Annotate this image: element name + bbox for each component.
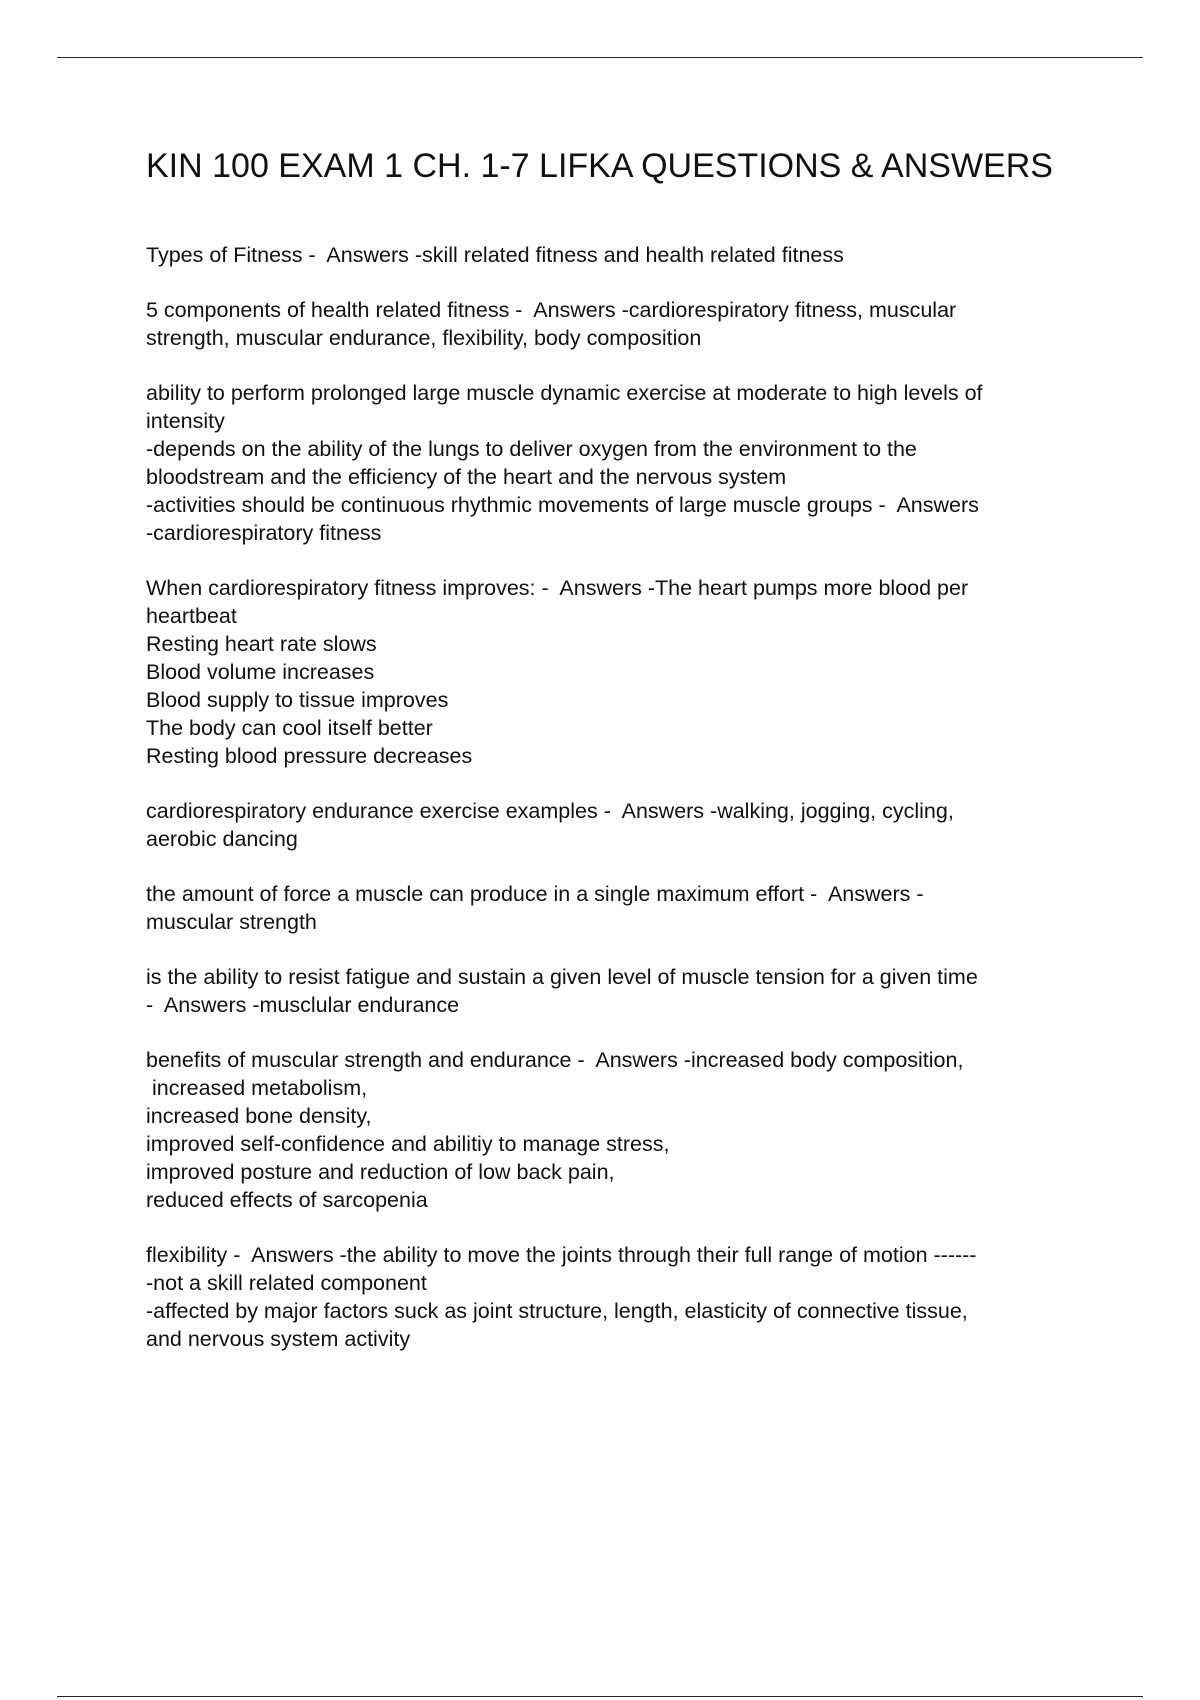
qa-line: Resting heart rate slows [146,632,377,656]
qa-line: -activities should be continuous rhythmic movements of large muscle groups - Answers [146,493,979,517]
qa-list [146,241,1096,1353]
qa-line: and nervous system activity [146,1327,411,1351]
qa-line: - Answers -musclular endurance [146,993,460,1017]
qa-item [146,963,1096,1019]
bottom-divider [57,1696,1143,1697]
qa-line: benefits of muscular strength and endurance - Answers -increased body composition, [146,1048,964,1072]
qa-item [146,1046,1096,1214]
qa-line: Resting blood pressure decreases [146,744,473,768]
qa-line: strength, muscular endurance, flexibility, body composition [146,326,702,350]
qa-line: muscular strength [146,910,317,934]
qa-line: -cardiorespiratory fitness [146,521,382,545]
qa-line: increased metabolism, [146,1076,368,1100]
qa-line: 5 components of health related fitness - Answers -cardiorespiratory fitness, muscular [146,298,957,322]
qa-item [146,574,1096,770]
qa-line: Blood volume increases [146,660,375,684]
qa-item [146,241,1096,269]
qa-line: cardiorespiratory endurance exercise examples - Answers -walking, jogging, cycling, [146,799,954,823]
qa-line: -affected by major factors suck as joint structure, length, elasticity of connective tissue, [146,1299,968,1323]
qa-line: increased bone density, [146,1104,372,1128]
qa-line: bloodstream and the efficiency of the heart and the nervous system [146,465,787,489]
qa-line: improved posture and reduction of low back pain, [146,1160,615,1184]
document-title: KIN 100 EXAM 1 CH. 1-7 LIFKA QUESTIONS & ANSWERS [146,147,1053,185]
qa-line: the amount of force a muscle can produce in a single maximum effort - Answers - [146,882,924,906]
qa-line: improved self-confidence and abilitiy to manage stress, [146,1132,670,1156]
qa-item [146,379,1096,547]
qa-line: The body can cool itself better [146,716,433,740]
qa-line: -not a skill related component [146,1271,427,1295]
qa-line: Blood supply to tissue improves [146,688,449,712]
qa-line: is the ability to resist fatigue and sustain a given level of muscle tension for a given time [146,965,978,989]
document-body [146,145,1096,1380]
qa-line: heartbeat [146,604,237,628]
qa-line: flexibility - Answers -the ability to move the joints through their full range of motion ------ [146,1243,977,1267]
qa-item [146,1241,1096,1353]
qa-line: Types of Fitness - Answers -skill related fitness and health related fitness [146,243,844,267]
qa-line: -depends on the ability of the lungs to deliver oxygen from the environment to the [146,437,917,461]
qa-line: When cardiorespiratory fitness improves: - Answers -The heart pumps more blood per [146,576,969,600]
qa-line: ability to perform prolonged large muscle dynamic exercise at moderate to high levels of [146,381,983,405]
qa-line: reduced effects of sarcopenia [146,1188,428,1212]
qa-line: intensity [146,409,225,433]
top-divider [57,57,1143,58]
qa-item [146,296,1096,352]
qa-line: aerobic dancing [146,827,298,851]
qa-item [146,880,1096,936]
qa-item [146,797,1096,853]
